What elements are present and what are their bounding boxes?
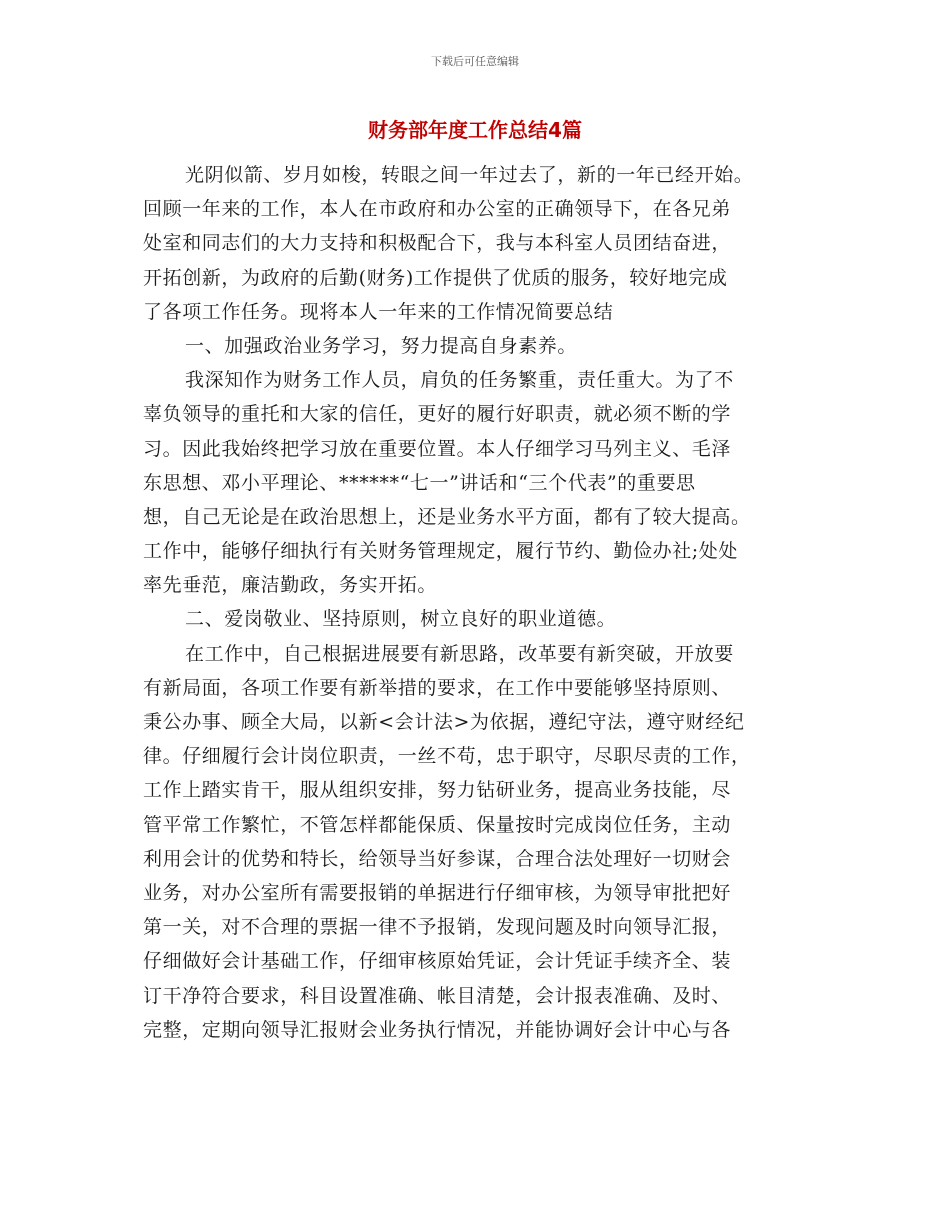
paragraph-line: 想，自己无论是在政治思想上，还是业务水平方面，都有了较大提高。 <box>143 505 751 528</box>
document-title: 财务部年度工作总结4篇 <box>368 118 582 142</box>
paragraph-line: 光阴似箭、岁月如梭，转眼之间一年过去了，新的一年已经开始。 <box>185 164 754 186</box>
paragraph-line: 管平常工作繁忙，不管怎样都能保质、保量按时完成岗位任务，主动 <box>143 813 732 836</box>
paragraph-line: 二、爱岗敬业、坚持原则，树立良好的职业道德。 <box>185 608 617 631</box>
paragraph-line: 辜负领导的重托和大家的信任，更好的履行好职责，就必须不断的学 <box>143 403 732 426</box>
paragraph-line: 处室和同志们的大力支持和积极配合下，我与本科室人员团结奋进， <box>143 232 732 255</box>
paragraph-line: 开拓创新，为政府的后勤(财务)工作提供了优质的服务，较好地完成 <box>143 266 728 289</box>
paragraph-line: 在工作中，自己根据进展要有新思路，改革要有新突破，开放要 <box>185 642 734 665</box>
paragraph-line: 了各项工作任务。现将本人一年来的工作情况简要总结 <box>143 300 614 323</box>
paragraph-line: 工作中，能够仔细执行有关财务管理规定，履行节约、勤俭办社;处处 <box>143 540 739 563</box>
paragraph-line: 业务，对办公室所有需要报销的单据进行仔细审核，为领导审批把好 <box>143 881 732 904</box>
paragraph-line: 工作上踏实肯干，服从组织安排，努力钻研业务，提高业务技能，尽 <box>143 779 732 802</box>
paragraph-line: 完整，定期向领导汇报财会业务执行情况，并能协调好会计中心与各 <box>143 1018 732 1041</box>
document-body <box>143 158 813 1047</box>
paragraph-line: 第一关，对不合理的票据一律不予报销，发现问题及时向领导汇报， <box>143 916 732 939</box>
paragraph-line: 一、加强政治业务学习，努力提高自身素养。 <box>185 334 578 357</box>
paragraph-line: 习。因此我始终把学习放在重要位置。本人仔细学习马列主义、毛泽 <box>143 437 732 460</box>
paragraph-line: 有新局面，各项工作要有新举措的要求，在工作中要能够坚持原则、 <box>143 676 732 699</box>
paragraph-line: 律。仔细履行会计岗位职责，一丝不苟，忠于职守，尽职尽责的工作， <box>143 745 751 768</box>
paragraph-line: 仔细做好会计基础工作，仔细审核原始凭证，会计凭证手续齐全、装 <box>143 950 732 973</box>
page-header: 下载后可任意编辑 <box>431 55 519 68</box>
paragraph-line: 我深知作为财务工作人员，肩负的任务繁重，责任重大。为了不 <box>185 369 734 392</box>
paragraph-line: 东思想、邓小平理论、******“七一”讲话和“三个代表”的重要思 <box>143 471 696 494</box>
paragraph-line: 率先垂范，廉洁勤政，务实开拓。 <box>143 574 438 597</box>
paragraph-line: 订干净符合要求，科目设置准确、帐目清楚，会计报表准确、及时、 <box>143 984 732 1007</box>
paragraph-line: 利用会计的优势和特长，给领导当好参谋，合理合法处理好一切财会 <box>143 847 732 870</box>
paragraph-line: 回顾一年来的工作，本人在市政府和办公室的正确领导下，在各兄弟 <box>143 198 732 221</box>
paragraph-line: 秉公办事、顾全大局，以新<会计法>为依据，遵纪守法，遵守财经纪 <box>143 711 745 733</box>
